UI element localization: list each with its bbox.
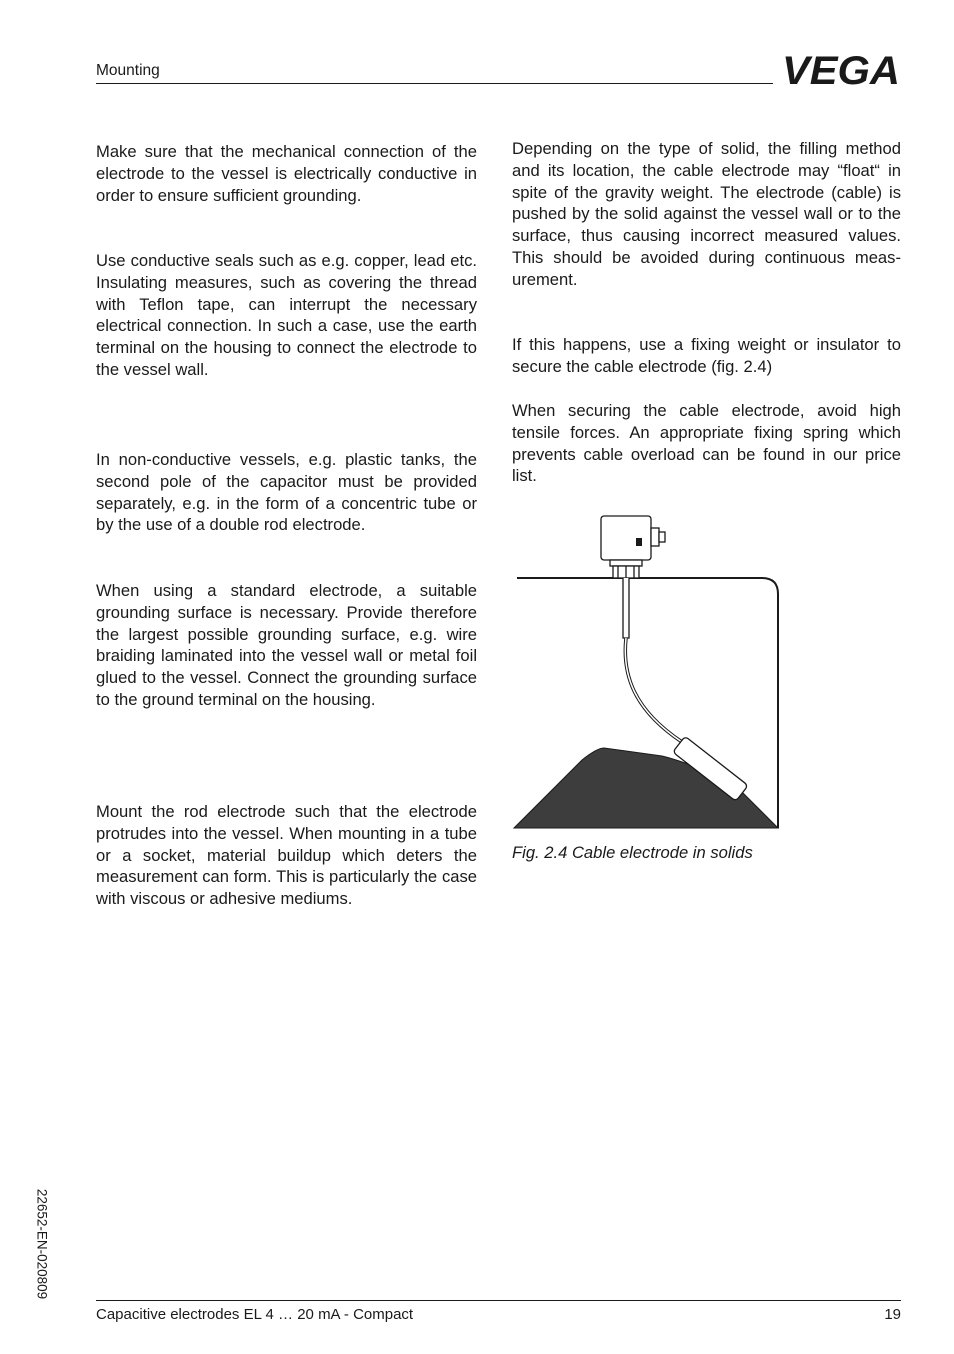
- electrode-rod: [623, 578, 629, 638]
- cable-electrode-figure: [512, 510, 784, 834]
- document-code: [34, 1182, 50, 1306]
- paragraph-conductive-seals: Use conductive seals such as e.g. copper, lead etc. Insulating measures, such as covering the thread with Teflon tape, can interrupt the necessary electrical connection. In such a case, use the earth terminal on the housing to connect the electrode to the vessel wall.: [96, 251, 477, 379]
- paragraph-cable-float: Depending on the type of solid, the filling method and its location, the cable electrode may “float“ in spite of the gravity weight. The electrode (cable) is pushed by the solid against the vessel wall or to the surface, thus causing incorrect measured values. This should be avoided during continuous measurement.: [512, 139, 901, 289]
- document-code-text: 22652-EN-020809: [34, 1188, 50, 1300]
- label-mark: [636, 538, 642, 546]
- electrode-cable-inner: [625, 638, 682, 742]
- paragraph-fixing-weight: If this happens, use a fixing weight or insulator to secure the cable electrode (fig. 2.4): [512, 335, 901, 376]
- section-label: Mounting: [96, 62, 160, 79]
- footer-rule: [96, 1300, 901, 1301]
- paragraph-mechanical-connection: Make sure that the mechanical connection of the electrode to the vessel is electrically conductive in order to ensure sufficient grounding.: [96, 142, 477, 205]
- sensor-housing: [601, 516, 665, 578]
- footer-title: Capacitive electrodes EL 4 … 20 mA - Compact: [96, 1306, 414, 1323]
- paragraph-rod-electrode: Mount the rod electrode such that the electrode protrudes into the vessel. When mounting in a tube or a socket, material buildup which deters the measurement can form. This is particularly the case with viscous or adhesive mediums.: [96, 802, 477, 909]
- paragraph-non-conductive-vessels: In non-conductive vessels, e.g. plastic tanks, the second pole of the capacitor must be provided separately, e.g. in the form of a concentric tube or by the use of a double rod electrode.: [96, 450, 477, 535]
- figure-caption: Fig. 2.4 Cable electrode in solids: [512, 843, 753, 862]
- page-number: 19: [884, 1306, 901, 1323]
- paragraph-tensile-forces: When securing the cable electrode, avoid high tensile forces. An appropriate fixing spring which prevents cable overload can be found in our price list.: [512, 401, 901, 486]
- paragraph-grounding-surface: When using a standard electrode, a suitable grounding surface is necessary. Provide therefore the largest possible grounding surface, e.g. wire braiding laminated into the vessel wall or metal foil glued to the vessel. Connect the grounding surface to the ground terminal on the housing.: [96, 581, 477, 709]
- vega-logo: [782, 52, 902, 88]
- logo-text: VEGA: [782, 52, 900, 88]
- header-rule: [96, 83, 773, 84]
